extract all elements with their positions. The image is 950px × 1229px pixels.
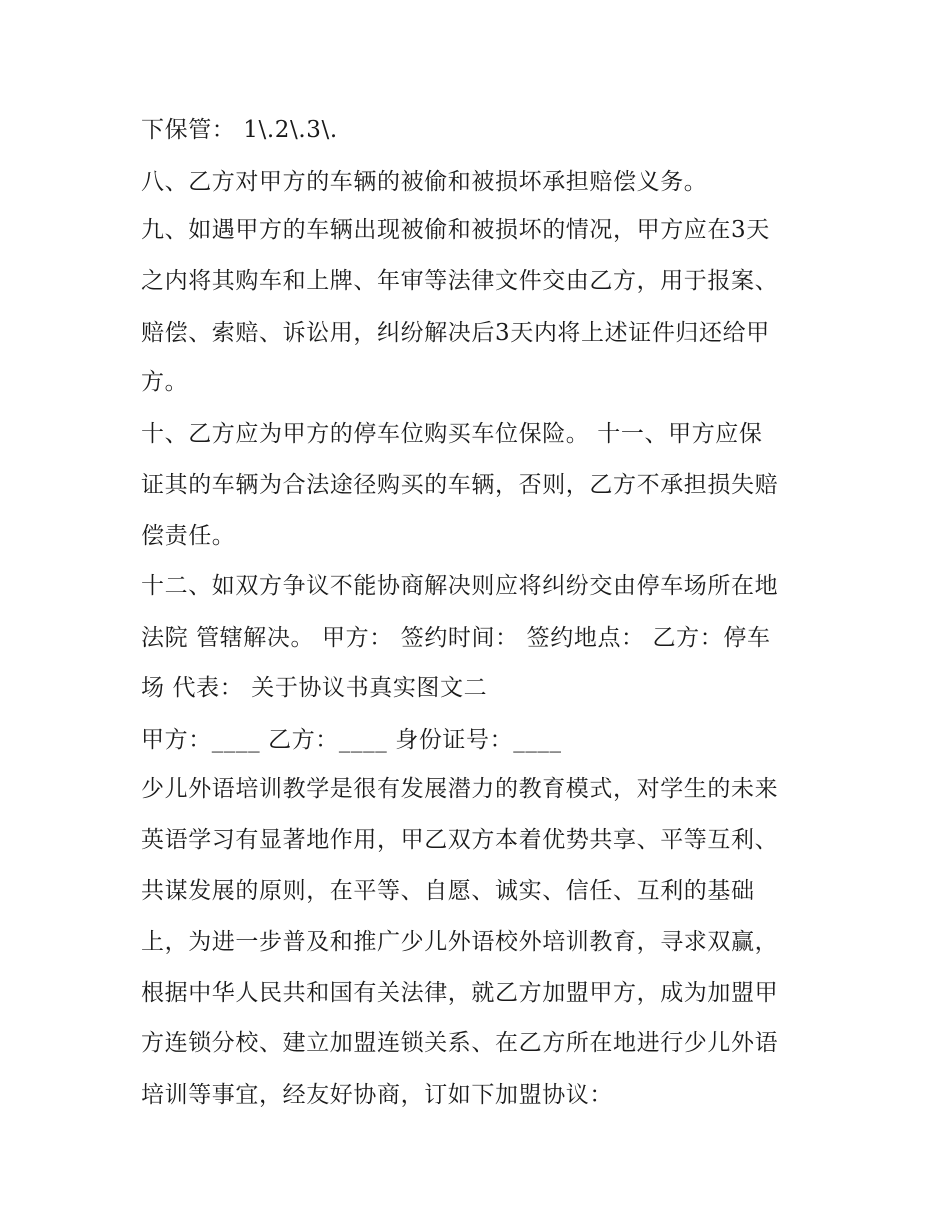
- text-line: 下保管： 1\.2\.3\.: [141, 117, 338, 143]
- text-line: 共谋发展的原则，在平等、自愿、诚实、信任、互利的基础: [141, 878, 755, 904]
- text-line: 九、如遇甲方的车辆出现被偷和被损坏的情况，甲方应在3天: [141, 217, 770, 243]
- text-line: 方连锁分校、建立加盟连锁关系、在乙方所在地进行少儿外语: [141, 1030, 779, 1056]
- text-line: 之内将其购车和上牌、年审等法律文件交由乙方，用于报案、: [141, 268, 779, 294]
- text-line: 证其的车辆为合法途径购买的车辆，否则，乙方不承担损失赔: [141, 472, 779, 498]
- text-line: 十二、如双方争议不能协商解决则应将纠纷交由停车场所在地: [141, 573, 779, 599]
- text-line: 根据中华人民共和国有关法律，就乙方加盟甲方，成为加盟甲: [141, 980, 779, 1006]
- text-line: 场 代表： 关于协议书真实图文二: [141, 675, 488, 701]
- text-line: 十、乙方应为甲方的停车位购买车位保险。 十一、甲方应保: [141, 421, 763, 447]
- text-line: 上，为进一步普及和推广少儿外语校外培训教育，寻求双赢，: [141, 929, 779, 955]
- text-line: 英语学习有显著地作用，甲乙双方本着优势共享、平等互利、: [141, 827, 779, 853]
- text-line: 方。: [141, 369, 189, 395]
- text-line: 八、乙方对甲方的车辆的被偷和被损坏承担赔偿义务。: [141, 169, 708, 195]
- text-line: 少儿外语培训教学是很有发展潜力的教育模式，对学生的未来: [141, 776, 779, 802]
- text-line: 培训等事宜，经友好协商，订如下加盟协议：: [141, 1082, 613, 1108]
- text-line: 法院 管辖解决。 甲方： 签约时间： 签约地点： 乙方：停车: [141, 625, 771, 651]
- text-line: 甲方：____ 乙方：____ 身份证号：____: [141, 727, 562, 753]
- text-line: 赔偿、索赔、诉讼用，纠纷解决后3天内将上述证件归还给甲: [141, 320, 770, 346]
- text-line: 偿责任。: [141, 523, 236, 549]
